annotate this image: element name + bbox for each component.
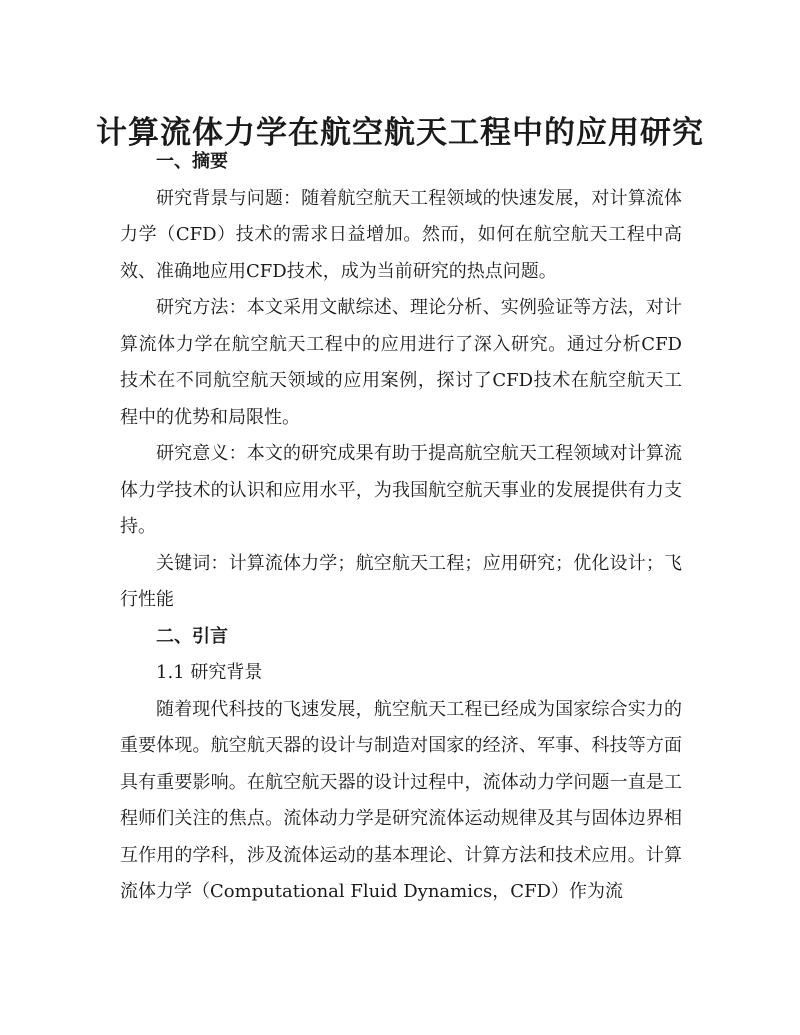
abstract-significance-paragraph: 研究意义：本文的研究成果有助于提高航空航天工程领域对计算流体力学技术的认识和应用水平，为我国航空航天事业的发展提供有力支持。 [120,443,682,537]
document-title: 计算流体力学在航空航天工程中的应用研究 [96,114,704,151]
introduction-paragraph: 随着现代科技的飞速发展，航空航天工程已经成为国家综合实力的重要体现。航空航天器的设计与制造对国家的经济、军事、科技等方面具有重要影响。在航空航天器的设计过程中，流体动力学问题一直是工程师们关注的焦点。流体动力学是研究流体运动规律及其与固体边界相互作用的学科，涉及流体运动的基本理论、计算方法和技术应用。计算流体力学（Computational Fluid Dynamics，CFD）作为流 [120,698,682,902]
document-body [120,144,682,911]
research-background-subheading: 1.1 研究背景 [156,662,263,683]
abstract-background-paragraph: 研究背景与问题：随着航空航天工程领域的快速发展，对计算流体力学（CFD）技术的需求日益增加。然而，如何在航空航天工程中高效、准确地应用CFD技术，成为当前研究的热点问题。 [120,187,682,282]
abstract-method-paragraph: 研究方法：本文采用文献综述、理论分析、实例验证等方法，对计算流体力学在航空航天工程中的应用进行了深入研究。通过分析CFD技术在不同航空航天领域的应用案例，探讨了CFD技术在航空航天工程中的优势和局限性。 [120,297,682,428]
keywords-paragraph: 关键词：计算流体力学；航空航天工程；应用研究；优化设计；飞行性能 [120,552,682,610]
abstract-heading: 一、摘要 [156,151,228,172]
introduction-heading: 二、引言 [156,625,228,647]
